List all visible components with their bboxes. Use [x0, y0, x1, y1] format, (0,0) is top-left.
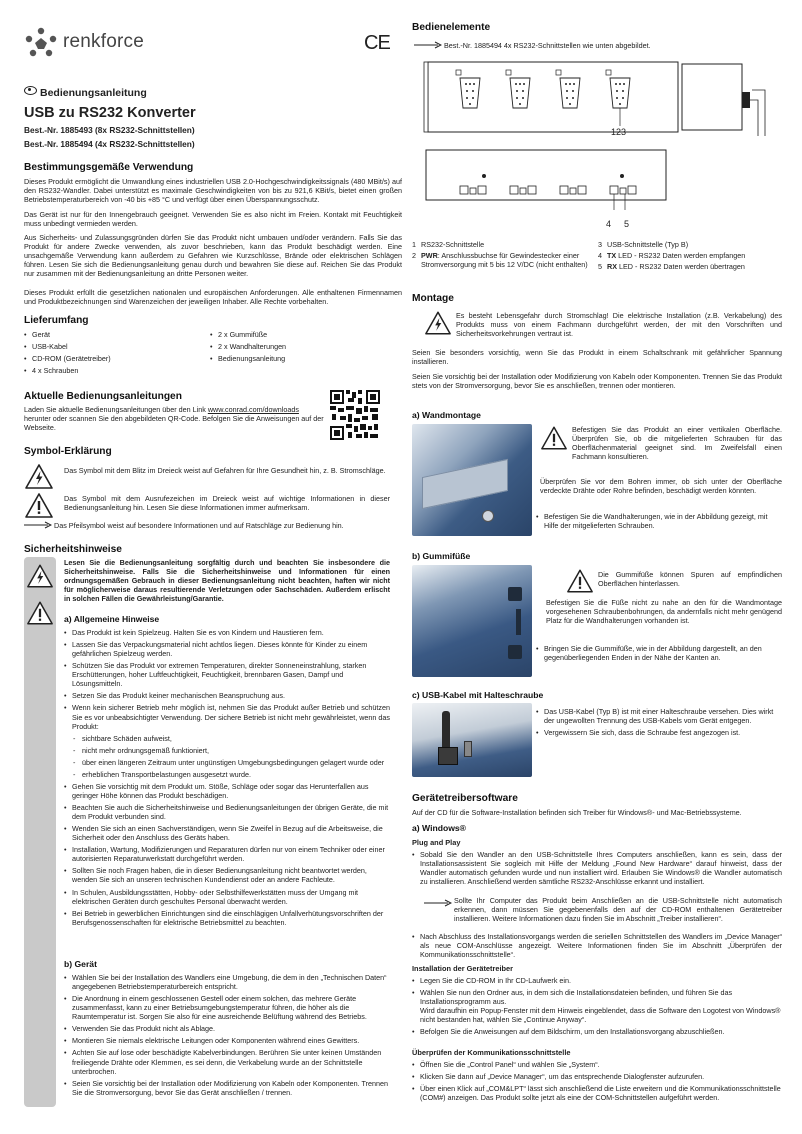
exclamation-warning-icon	[26, 600, 54, 626]
device-front-drawing	[420, 56, 780, 146]
list-item: • Bringen Sie die Gummifüße, wie in der Abbildung dargestellt, an den gegenüberliegenden Enden in der Nähe der Kanten an.	[536, 644, 782, 662]
montage-paragraph-1: Seien Sie besonders vorsichtig, wenn Sie das Produkt in einem Schaltschrank mit gefährlicher Spannung installieren.	[412, 348, 782, 367]
usage-heading: Bestimmungsgemäße Verwendung	[24, 162, 194, 173]
ce-mark: CE	[364, 32, 390, 54]
pnp-list	[412, 850, 782, 886]
pnp-heading: Plug and Play	[412, 838, 461, 847]
renkforce-logo-icon	[24, 26, 58, 58]
scope-list-1	[24, 330, 204, 375]
list-item: • Wählen Sie nun den Ordner aus, in dem sich die Installationsdateien befinden, und führen Sie das Installationsprogramm aus.	[412, 988, 782, 1006]
list-item: • Seien Sie vorsichtig bei der Installation oder Modifizierung von Kabeln oder Komponenten. Trennen Sie die Stromversorgung, bevor Sie das Gerät anschließen / trennen.	[64, 1079, 390, 1097]
arrow-right-icon	[424, 899, 452, 907]
feet-warning: Die Gummifüße können Spuren auf empfindlichen Oberflächen hinterlassen.	[598, 570, 782, 589]
symbol-arrow-text: Das Pfeilsymbol weist auf besondere Informationen und auf Ratschläge zur Bedienung hin.	[54, 521, 344, 530]
callout-4: 4	[606, 219, 612, 229]
legend-item-3: 3 USB-Schnittstelle (Typ B)	[598, 240, 689, 249]
list-item: • Das Produkt ist kein Spielzeug. Halten Sie es von Kindern und Haustieren fern.	[64, 628, 390, 637]
legend-item-5: 5 RX LED - RS232 Daten werden übertragen	[598, 262, 745, 272]
lightning-warning-icon	[26, 563, 54, 589]
usage-paragraph-1: Dieses Produkt ermöglicht die Umwandlung eines industriellen USB 2.0-Hochgeschwindigkeitssignals (480 MBit/s) auf den RS232-Wandler. Dabei unterstützt es maximale Geschwindigkeiten von bis zu 921,6 KBit/s, bietet einen großen Betriebstemperaturbereich von -40 bis +85 °C und verfügt über einen Überspannungsschutz.	[24, 177, 402, 205]
wall-heading: a) Wandmontage	[412, 410, 481, 420]
list-item: • Setzen Sie das Produkt keiner mechanischen Beanspruchung aus.	[64, 691, 390, 700]
list-item: • Montieren Sie niemals elektrische Leitungen oder Komponenten während eines Gewitters.	[64, 1036, 390, 1045]
legend-item-4: 4 TX LED - RS232 Daten werden empfangen	[598, 251, 746, 261]
legend-right	[598, 240, 788, 271]
list-item: • Klicken Sie dann auf „Device Manager“, um das entsprechende Dialogfenster aufzurufen.	[412, 1072, 782, 1081]
safety-intro: Lesen Sie die Bedienungsanleitung sorgfältig durch und beachten Sie insbesondere die Sicherheitshinweise. Falls Sie die Sicherheitshinweise und Informationen für einen ordnungsgemäßen Gebrauch in dieser Bedienungsanleitung nicht beachten, haften wir nicht für möglicherweise daraus resultierende Verletzungen oder Sachschäden. Außerdem erlischt in solchen Fällen die Gewährleistung/Garantie.	[64, 558, 390, 604]
install-note: Wird daraufhin ein Popup-Fenster mit dem Hinweis eingeblendet, dass die Software den Logotest von Windows® nicht bestanden hat, wählen Sie „Continue Anyway“.	[420, 1006, 781, 1025]
symbol-exclaim-text: Das Symbol mit dem Ausrufezeichen im Dreieck weist auf wichtige Informationen in dieser Bedienungsanleitung hin. Lesen Sie diese Informationen immer aufmerksam.	[64, 494, 390, 513]
feet-heading: b) Gummifüße	[412, 551, 471, 561]
rubber-feet-photo	[412, 565, 532, 677]
list-item: • Wählen Sie bei der Installation des Wandlers eine Umgebung, die dem in den „Technischen Daten“ angegebenen Betriebstemperaturbereich entspricht.	[64, 973, 390, 991]
safety-heading: Sicherheitshinweise	[24, 544, 122, 555]
list-item: • USB-Kabel	[24, 342, 204, 351]
pnp-arrow-note: Sollte Ihr Computer das Produkt beim Anschließen an die USB-Schnittstelle nicht automatisch erkennen, dann müssen Sie gegebenenfalls den auf der CD-ROM enthaltenen Gerätetreiber installieren. Weitere Informationen dazu finden Sie im Abschnitt „Treiber installieren“.	[454, 896, 782, 924]
list-item: • Schützen Sie das Produkt vor extremen Temperaturen, direkter Sonneneinstrahlung, starken Erschütterungen, hoher Luftfeuchtigkeit, Feuchtigkeit, brennbaren Gasen, Dampf und Lösungsmitteln.	[64, 661, 390, 688]
list-item: • Wenn kein sicherer Betrieb mehr möglich ist, nehmen Sie das Produkt außer Betrieb und schützen Sie es vor unbeabsichtigter Verwendung. Der sichere Betrieb ist nicht mehr gewährleistet, wenn das Produkt:	[64, 703, 390, 730]
eye-icon	[24, 86, 37, 95]
check-list	[412, 1060, 782, 1102]
list-item: • Über einen Klick auf „COM&LPT“ lässt sich anschließend die Liste erweitern und die Kommunikationsschnittstelle (COM#) anzeigen. Das Produkt sollte jetzt als eine der COM-Schnittstellen aufgeführt werden.	[412, 1084, 782, 1102]
list-item: - erheblichen Transportbelastungen ausgesetzt wurde.	[72, 770, 390, 779]
list-item: • Achten Sie auf lose oder beschädigte Kabelverbindungen. Berühren Sie unter keinen Umständen freiliegende Drähte oder Klemmen, es sei denn, die Verkabelung wurde an der Schnittstelle unterbrochen.	[64, 1048, 390, 1075]
list-item: • Öffnen Sie die „Control Panel“ und wählen Sie „System“.	[412, 1060, 782, 1069]
driver-heading: Gerätetreibersoftware	[412, 793, 518, 804]
arrow-right-icon	[414, 41, 442, 49]
legend-item-2: 2 PWR: Anschlussbuchse für Gewindestecker einer Stromversorgung mit 5 bis 12 V/DC (nicht enthalten)	[412, 251, 588, 270]
usage-paragraph-4: Dieses Produkt erfüllt die gesetzlichen nationalen und europäischen Anforderungen. Alle enthaltenen Firmennamen und Produktbezeichnungen sind Warenzeichen der jeweiligen Inhaber. Alle Rechte vorbehalten.	[24, 288, 402, 307]
symbol-heading: Symbol-Erklärung	[24, 446, 112, 457]
driver-intro: Auf der CD für die Software-Installation befinden sich Treiber für Windows®- und Mac-Betriebssysteme.	[412, 808, 742, 817]
usage-paragraph-2: Das Gerät ist nur für den Innengebrauch geeignet. Verwenden Sie es also nicht im Freien. Kontakt mit Feuchtigkeit muss unbedingt vermieden werden.	[24, 210, 402, 229]
safety-sidebar	[24, 557, 56, 1107]
scope-list-2	[210, 330, 390, 363]
order-number-1: Best.-Nr. 1885493 (8x RS232-Schnittstellen)	[24, 125, 195, 135]
list-item: • Beachten Sie auch die Sicherheitshinweise und Bedienungsanleitungen der übrigen Geräte, die mit dem Produkt verbunden sind.	[64, 803, 390, 821]
list-item: • Befestigen Sie die Wandhalterungen, wie in der Abbildung gezeigt, mit Hilfe der mitgelieferten Schrauben.	[536, 512, 782, 530]
current-manuals-text: Laden Sie aktuelle Bedienungsanleitungen über den Link www.conrad.com/downloads herunter oder scannen Sie den abgebildeten QR-Code. Befolgen Sie die Anweisungen auf der Webseite.	[24, 405, 324, 433]
pnp-list-2	[412, 932, 782, 959]
symbol-lightning-text: Das Symbol mit dem Blitz im Dreieck weist auf Gefahren für Ihre Gesundheit hin, z. B. Stromschläge.	[64, 466, 386, 475]
current-manuals-heading: Aktuelle Bedienungsanleitungen	[24, 391, 182, 402]
wall-paragraph: Überprüfen Sie vor dem Bohren immer, ob sich unter der Oberfläche verdeckte Drähte oder Rohre befinden, beschädigt werden könnten.	[540, 477, 782, 496]
exclamation-warning-icon	[24, 492, 54, 519]
device-rear-drawing	[420, 144, 680, 214]
list-item: • 4 x Schrauben	[24, 366, 204, 375]
page-title: USB zu RS232 Konverter	[24, 105, 196, 121]
controls-note: Best.-Nr. 1885494 4x RS232-Schnittstellen wie unten abgebildet.	[444, 41, 651, 50]
windows-heading: a) Windows®	[412, 823, 466, 833]
list-item: • Installation, Wartung, Modifizierungen und Reparaturen dürfen nur von einem Techniker oder einer autorisierten Reparaturwerkstatt durchgeführt werden.	[64, 845, 390, 863]
montage-paragraph-2: Seien Sie vorsichtig bei der Installation oder Modifizierung von Kabeln oder Komponenten. Trennen Sie das Produkt stets von der Stromversorgung, bevor Sie es anschließen, trennen oder montieren.	[412, 372, 782, 391]
list-item: - nicht mehr ordnungsgemäß funktioniert,	[72, 746, 390, 755]
lightning-warning-icon	[424, 310, 452, 336]
montage-heading: Montage	[412, 293, 454, 304]
arrow-right-icon	[24, 521, 52, 529]
scope-heading: Lieferumfang	[24, 315, 89, 326]
lightning-warning-icon	[24, 463, 54, 490]
list-item: • 2 x Wandhalterungen	[210, 342, 390, 351]
legend-left	[412, 240, 592, 269]
list-item: • Die Anordnung in einem geschlossenen Gestell oder einem solchen, das mehrere Geräte zusammenfasst, kann zu einer Betriebsumgebungstemperatur führen, die höher als die Raumtemperatur ist. Sorgen Sie also für eine ausreichende Belüftung während des Betriebs.	[64, 994, 390, 1021]
usage-paragraph-3: Aus Sicherheits- und Zulassungsgründen dürfen Sie das Produkt nicht umbauen und/oder verändern. Falls Sie das Produkt für andere Zwecke verwenden, als zuvor beschrieben, kann das Produkt beschädigt werden. Eine unsachgemäße Verwendung kann außerdem zu Gefahren wie Kurzschlüsse, Brände oder elektrischen Schlägen führen. Lesen Sie sich die Bedienungsanleitung genau durch und bewahren Sie diese auf. Reichen Sie das Produkt nur zusammen mit der Bedienungsanleitung an dritte Personen weiter.	[24, 233, 402, 279]
list-item: • Sollten Sie noch Fragen haben, die in dieser Bedienungsanleitung nicht beantwortet werden, wenden Sie sich an unseren technischen Kundendienst oder an andere Fachleute.	[64, 866, 390, 884]
list-item: • Legen Sie die CD-ROM in Ihr CD-Laufwerk ein.	[412, 976, 782, 985]
list-item: • Lassen Sie das Verpackungsmaterial nicht achtlos liegen. Dieses könnte für Kinder zu einem gefährlichen Spielzeug werden.	[64, 640, 390, 658]
check-heading: Überprüfen der Kommunikationsschnittstelle	[412, 1048, 571, 1057]
install-heading: Installation der Gerätetreiber	[412, 964, 514, 973]
list-item: • Wenden Sie sich an einen Sachverständigen, wenn Sie Zweifel in Bezug auf die Arbeitsweise, die Sicherheit oder den Anschluss des Geräts haben.	[64, 824, 390, 842]
list-item: • Bedienungsanleitung	[210, 354, 390, 363]
legend-item-1: 1 RS232-Schnittstelle	[412, 240, 485, 249]
list-item: • Verwenden Sie das Produkt nicht als Ablage.	[64, 1024, 390, 1033]
list-item: • Befolgen Sie die Anweisungen auf dem Bildschirm, um den Installationsvorgang abzuschließen.	[412, 1027, 782, 1036]
list-item: • Nach Abschluss des Installationsvorgangs werden die seriellen Schnittstellen des Wandlers im „Device Manager“ als neue COM-Anschlüsse angezeigt. Weitere Informationen finden Sie im Abschnitt „Überprüfen der Kommunikationsschnittstelle“.	[412, 932, 782, 959]
list-item: • In Schulen, Ausbildungsstätten, Hobby- oder Selbsthilfewerkstätten muss der Umgang mit elektrischen Geräten durch geschultes Personal überwacht werden.	[64, 888, 390, 906]
usb-heading: c) USB-Kabel mit Halteschraube	[412, 690, 544, 700]
order-number-2: Best.-Nr. 1885494 (4x RS232-Schnittstellen)	[24, 139, 195, 149]
feet-paragraph: Befestigen Sie die Füße nicht zu nahe an den für die Wandmontage vorgesehenen Schraubenbohrungen, da andernfalls nicht mehr genügend Platz für die Wandhalterungen vorhanden ist.	[546, 598, 782, 626]
list-item: • Das USB-Kabel (Typ B) ist mit einer Halteschraube versehen. Dies wirkt der ungewollten Trennung des USB-Kabels vom Gerät entgegen.	[536, 707, 782, 725]
device-list	[64, 973, 390, 1097]
brand-logo	[24, 26, 159, 58]
list-item: • 2 x Gummifüße	[210, 330, 390, 339]
manual-label: Bedienungsanleitung	[24, 86, 147, 99]
install-list	[412, 976, 782, 1036]
feet-list	[536, 644, 782, 662]
callout-123: 123	[611, 127, 627, 137]
list-item: • CD-ROM (Gerätetreiber)	[24, 354, 204, 363]
general-heading: a) Allgemeine Hinweise	[64, 614, 160, 624]
list-item: • Sobald Sie den Wandler an den USB-Schnittstelle Ihres Computers anschließen, kann es sein, dass der Installationsassistent Sie sogleich mit Hilfe der Meldung „Found New Hardware“ darauf hinweist, dass der Wandler automatisch gefunden wurde und nun installiert wird. Erlauben Sie Windows® die Wandler automatisch zu installieren. Anschließend werden sämtliche RS232-Anschlüsse erkannt und installiert.	[412, 850, 782, 886]
list-item: - über einen längeren Zeitraum unter ungünstigen Umgebungsbedingungen gelagert wurde oder	[72, 758, 390, 767]
list-item: - sichtbare Schäden aufweist,	[72, 734, 390, 743]
general-list	[64, 628, 390, 927]
callout-5: 5	[624, 219, 630, 229]
downloads-link[interactable]: www.conrad.com/downloads	[207, 405, 299, 414]
usb-list	[536, 707, 782, 737]
list-item: • Gerät	[24, 330, 204, 339]
exclamation-warning-icon	[566, 568, 594, 594]
exclamation-warning-icon	[540, 425, 568, 451]
device-heading: b) Gerät	[64, 959, 97, 969]
wall-list	[536, 512, 782, 530]
list-item: • Bei Betrieb in gewerblichen Einrichtungen sind die einschlägigen Unfallverhütungsvorschriften der Berufsgenossenschaften für elektrische Betriebsmittel zu beachten.	[64, 909, 390, 927]
list-item: • Vergewissern Sie sich, dass die Schraube fest angezogen ist.	[536, 728, 782, 737]
brand-name: renkforce	[63, 31, 145, 52]
wall-mount-photo	[412, 424, 532, 536]
qr-code[interactable]	[330, 390, 380, 440]
wall-warning: Befestigen Sie das Produkt an einer vertikalen Oberfläche. Überprüfen Sie, ob die mitgelieferten Schrauben für das Oberflächenmaterial geeignet sind. Im Zweifelsfall einen Fachmann konsultieren.	[572, 425, 782, 462]
list-item: • Gehen Sie vorsichtig mit dem Produkt um. Stöße, Schläge oder sogar das Herunterfallen aus geringer Höhe können das Produkt beschädigen.	[64, 782, 390, 800]
montage-warning: Es besteht Lebensgefahr durch Stromschlag! Die elektrische Installation (z.B. Verkabelung) des Produkts muss von einem Fachmann durchgeführt werden, der mit den Vorschriften und Sicherheitsvorkehrungen vertraut ist.	[456, 311, 782, 339]
controls-heading: Bedienelemente	[412, 22, 491, 33]
usb-cable-photo	[412, 703, 532, 777]
